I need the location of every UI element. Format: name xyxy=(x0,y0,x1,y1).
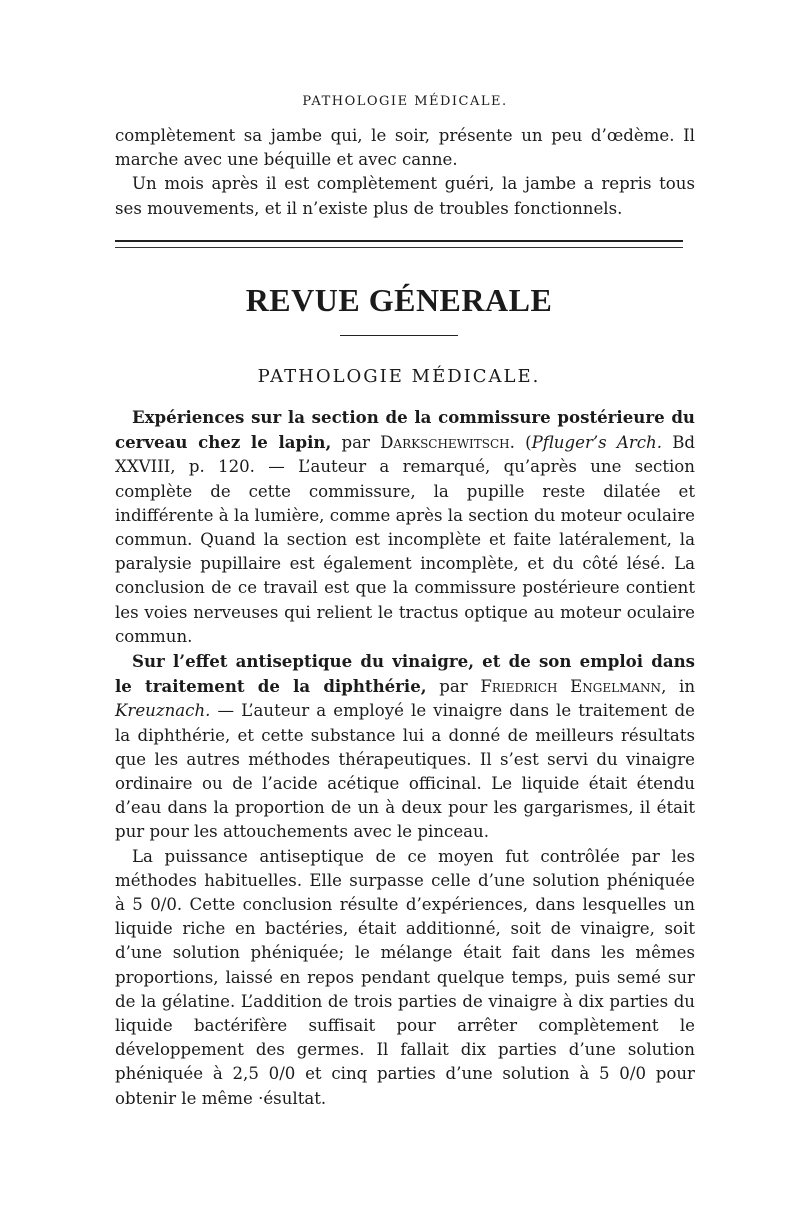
intro-block xyxy=(115,124,695,221)
article2-paragraph-2: La puissance antiseptique de ce moyen fut contrôlée par les méthodes habituelles. Elle surpasse celle d’une solution phéniquée à 5 0/0. Cette conclusion résulte d’expériences, dans lesquelles un liquide riche en bactéries, était additionné, soit de vinaigre, soit d’une solution phéniquée; le mélange était fait dans les mêmes proportions, laissé en repos pendant quelque temps, puis semé sur de la gélatine. L’addition de trois parties de vinaigre à dix parties du liquide bactérifère suffisait pour arrêter complètement le développement des germes. Il fallait dix parties d’une solution phéniquée à 2,5 0/0 et cinq parties d’une solution à 5 0/0 pour obtenir le même ·ésultat. xyxy=(115,846,695,1108)
intro-paragraph-2: Un mois après il est complètement guéri, la jambe a repris tous ses mouvements, et il n’existe plus de troubles fonctionnels. xyxy=(115,174,695,218)
double-rule-divider xyxy=(115,240,683,248)
article1-paragraph xyxy=(115,405,695,649)
article1-citation-open: . ( xyxy=(509,433,532,453)
subsection-title: PATHOLOGIE MÉDICALE. xyxy=(257,366,541,387)
article-darkschewitsch xyxy=(115,405,695,649)
article2-place: Kreuznach. xyxy=(115,701,211,721)
article2-title: Sur l’effet antiseptique du vinaigre, et de son emploi dans le traitement de la diphthérie, xyxy=(115,651,695,697)
section-title: REVUE GÉNERALE xyxy=(245,282,553,318)
article1-par: par xyxy=(341,433,370,453)
article-engelmann xyxy=(115,649,695,1111)
article1-title: Expériences sur la section de la commissure postérieure du cerveau chez le lapin, xyxy=(115,407,695,453)
article1-citation-rest: Bd XXVIII, p. 120. — xyxy=(115,433,696,477)
title-underline-rule xyxy=(340,335,458,336)
running-head: PATHOLOGIE MÉDICALE. xyxy=(302,94,508,109)
article2-in: , in xyxy=(661,677,696,697)
article2-paragraph-1 xyxy=(115,649,695,845)
intro-paragraph-1: complètement sa jambe qui, le soir, présente un peu d’œdème. Il marche avec une béquille et avec canne. xyxy=(115,126,695,170)
article2-author: Friedrich Engelmann xyxy=(480,677,662,697)
article1-journal: Pfluger’s Arch. xyxy=(531,433,663,453)
article1-body: L’auteur a remarqué, qu’après une section complète de cette commissure, la pupille reste dilatée et indifférente à la lumière, comme après la section du moteur oculaire commun. Quand la section est incomplète et faite latéralement, la paralysie pupillaire est également incomplète, et du côté lésé. La conclusion de ce travail est que la commissure postérieure contient les voies nerveuses qui relient le tractus optique au moteur oculaire commun. xyxy=(115,457,695,646)
article2-par: par xyxy=(439,677,468,697)
article1-author: Darkschewitsch xyxy=(380,433,510,453)
article2-body-1: — L’auteur a employé le vinaigre dans le traitement de la diphthérie, et cette substance lui a donné de meilleurs résultats que les autres méthodes thérapeutiques. Il s’est servi du vinaigre ordinaire ou de l’acide acétique officinal. Le liquide était étendu d’eau dans la proportion de un à deux pour les gargarismes, il était pur pour les attouchements avec le pinceau. xyxy=(115,701,695,842)
